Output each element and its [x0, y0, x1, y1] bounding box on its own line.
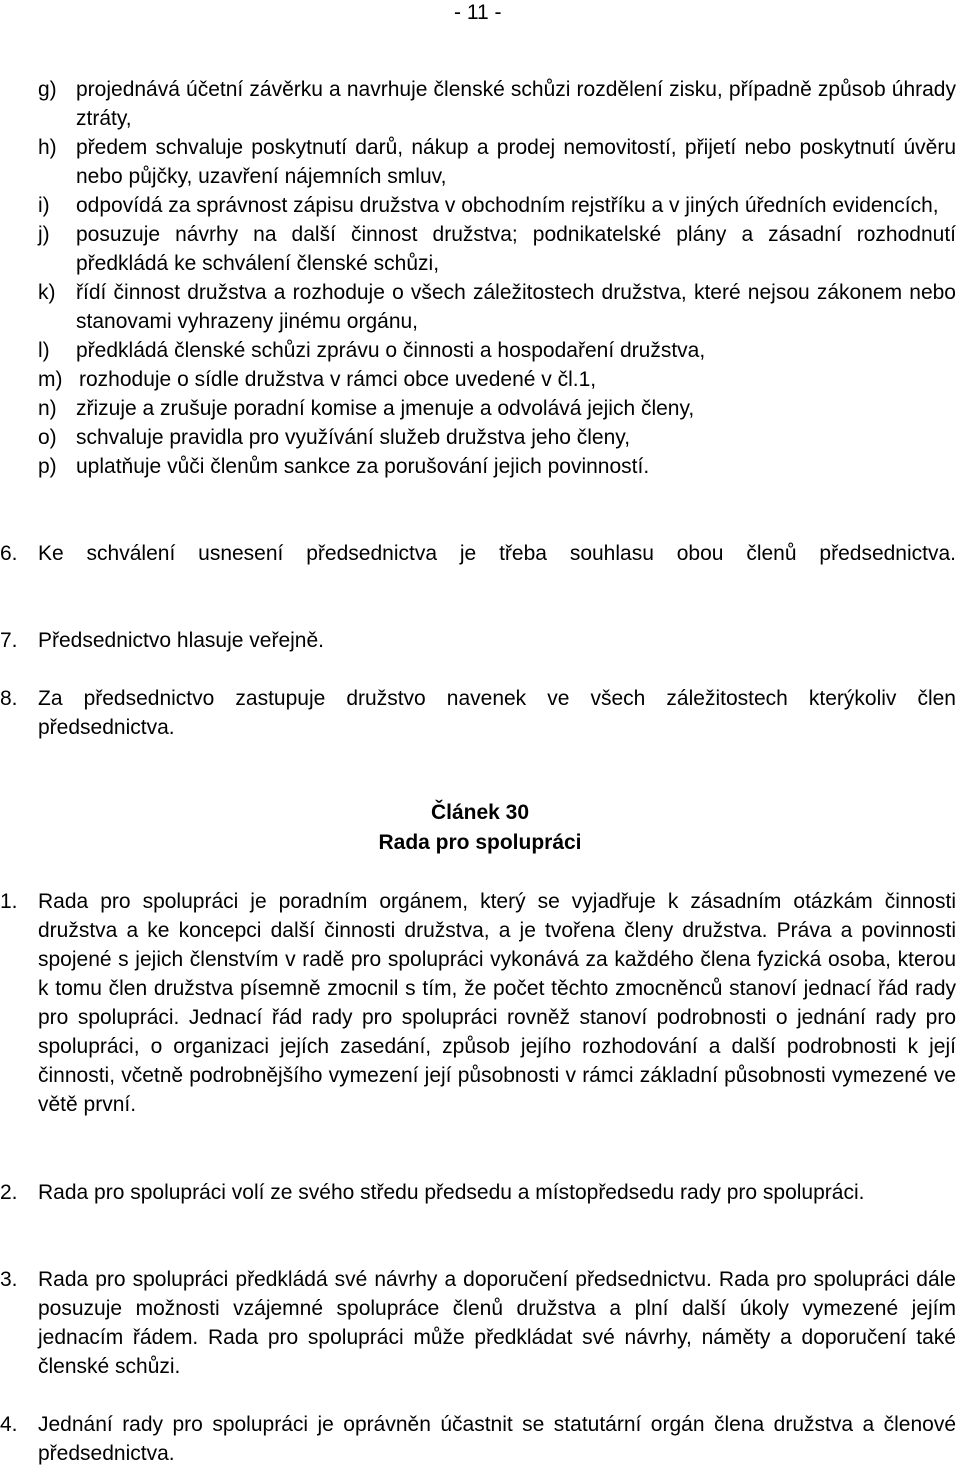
item-label: g): [38, 78, 57, 101]
paragraph-text: Rada pro spolupráci je poradním orgánem, který se vyjadřuje k zásadním otázkám činnosti družstva a ke koncepci další činnosti družstva, a je tvořena členy družstva. Práva a povinnosti spojené s jejich členstvím v radě pro spolupráci vykonává za každého člena fyzická osoba, kterou k tomu člen družstva písemně zmocnil s tím, že počet těchto zmocněnců stanoví jednací řád rady pro spolupráci. Jednací řád rady pro spolupráci rovněž stanoví podrobnosti o jednání rady pro spolupráci, o organizaci jejích zasedání, způsob jejího rozhodování a další podrobnosti k její činnosti, včetně podrobnějšího vymezení její působnosti v rámci základní působnosti vymezené ve větě první.: [38, 890, 956, 1116]
paragraph-number: 7.: [0, 629, 18, 652]
page-number: - 11 -: [454, 1, 502, 24]
list-item: [38, 452, 956, 481]
list-item: [38, 133, 956, 191]
paragraph-7: [0, 626, 956, 655]
numbered-paragraph: [0, 539, 956, 568]
item-text: odpovídá za správnost zápisu družstva v obchodním rejstříku a v jiných úředních evidencích,: [76, 194, 939, 217]
list-item: [38, 278, 956, 336]
list-item: [38, 394, 956, 423]
paragraph-text: Rada pro spolupráci předkládá své návrhy a doporučení předsednictvu. Rada pro spolupráci dále posuzuje možnosti vzájemné spolupráce členů družstva a plní další úkoly vymezené jejím jednacím řádem. Rada pro spolupráci může předkládat své návrhy, náměty a doporučení také členské schůzi.: [38, 1268, 956, 1378]
item-label: i): [38, 194, 50, 217]
paragraph-number: 6.: [0, 542, 18, 565]
item-label: j): [38, 223, 50, 246]
item-text: posuzuje návrhy na další činnost družstva; podnikatelské plány a zásadní rozhodnutí předkládá ke schválení členské schůzi,: [76, 223, 956, 275]
paragraph-text: Za předsednictvo zastupuje družstvo navenek ve všech záležitostech kterýkoliv člen předsednictva.: [38, 687, 956, 739]
paragraph-text: Předsednictvo hlasuje veřejně.: [38, 629, 325, 652]
numbered-paragraph: [0, 887, 956, 1119]
item-text: předkládá členské schůzi zprávu o činnosti a hospodaření družstva,: [76, 339, 706, 362]
item-label: l): [38, 339, 50, 362]
list-item: [38, 423, 956, 452]
paragraph-number: 8.: [0, 687, 18, 710]
item-label: m): [38, 368, 63, 391]
item-text: uplatňuje vůči členům sankce za porušování jejich povinností.: [76, 455, 650, 478]
numbered-paragraph: [0, 1178, 956, 1207]
item-label: h): [38, 136, 57, 159]
list-item: [38, 336, 956, 365]
item-text: zřizuje a zrušuje poradní komise a jmenuje a odvolává jejich členy,: [76, 397, 695, 420]
item-text: schvaluje pravidla pro využívání služeb družstva jeho členy,: [76, 426, 631, 449]
paragraph-text: Jednání rady pro spolupráci je oprávněn účastnit se statutární orgán člena družstva a členové předsednictva.: [38, 1413, 956, 1465]
item-label: o): [38, 426, 57, 449]
paragraph-text: Ke schválení usnesení předsednictva je třeba souhlasu obou členů předsednictva.: [38, 542, 956, 565]
article-paragraph-3: [0, 1265, 956, 1381]
paragraph-number: 1.: [0, 890, 18, 913]
list-item: [38, 191, 956, 220]
article-paragraph-2: [0, 1178, 956, 1207]
item-text: rozhoduje o sídle družstva v rámci obce uvedené v čl.1,: [79, 368, 597, 391]
item-label: p): [38, 455, 57, 478]
item-label: k): [38, 281, 56, 304]
paragraph-number: 3.: [0, 1268, 18, 1291]
paragraph-number: 2.: [0, 1181, 18, 1204]
list-item: [38, 220, 956, 278]
numbered-paragraph: [0, 1410, 956, 1468]
article-title: Článek 30: [430, 801, 530, 824]
lettered-list: [38, 75, 956, 481]
paragraph-8: [0, 684, 956, 742]
item-label: n): [38, 397, 57, 420]
paragraph-6: [0, 539, 956, 568]
list-item: [38, 365, 956, 394]
article-subtitle: Rada pro spolupráci: [378, 831, 582, 854]
item-text: projednává účetní závěrku a navrhuje členské schůzi rozdělení zisku, případně způsob úhrady ztráty,: [76, 78, 956, 130]
paragraph-text: Rada pro spolupráci volí ze svého středu předsedu a místopředsedu rady pro spolupráci.: [38, 1181, 865, 1204]
numbered-paragraph: [0, 626, 956, 655]
numbered-paragraph: [0, 684, 956, 742]
paragraph-number: 4.: [0, 1413, 18, 1436]
item-text: předem schvaluje poskytnutí darů, nákup a prodej nemovitostí, přijetí nebo poskytnutí úvěru nebo půjčky, uzavření nájemních smluv,: [76, 136, 956, 188]
article-paragraph-1: [0, 887, 956, 1119]
article-paragraph-4: [0, 1410, 956, 1468]
item-text: řídí činnost družstva a rozhoduje o všech záležitostech družstva, které nejsou zákonem nebo stanovami vyhrazeny jinému orgánu,: [76, 281, 956, 333]
list-item: [38, 75, 956, 133]
numbered-paragraph: [0, 1265, 956, 1381]
